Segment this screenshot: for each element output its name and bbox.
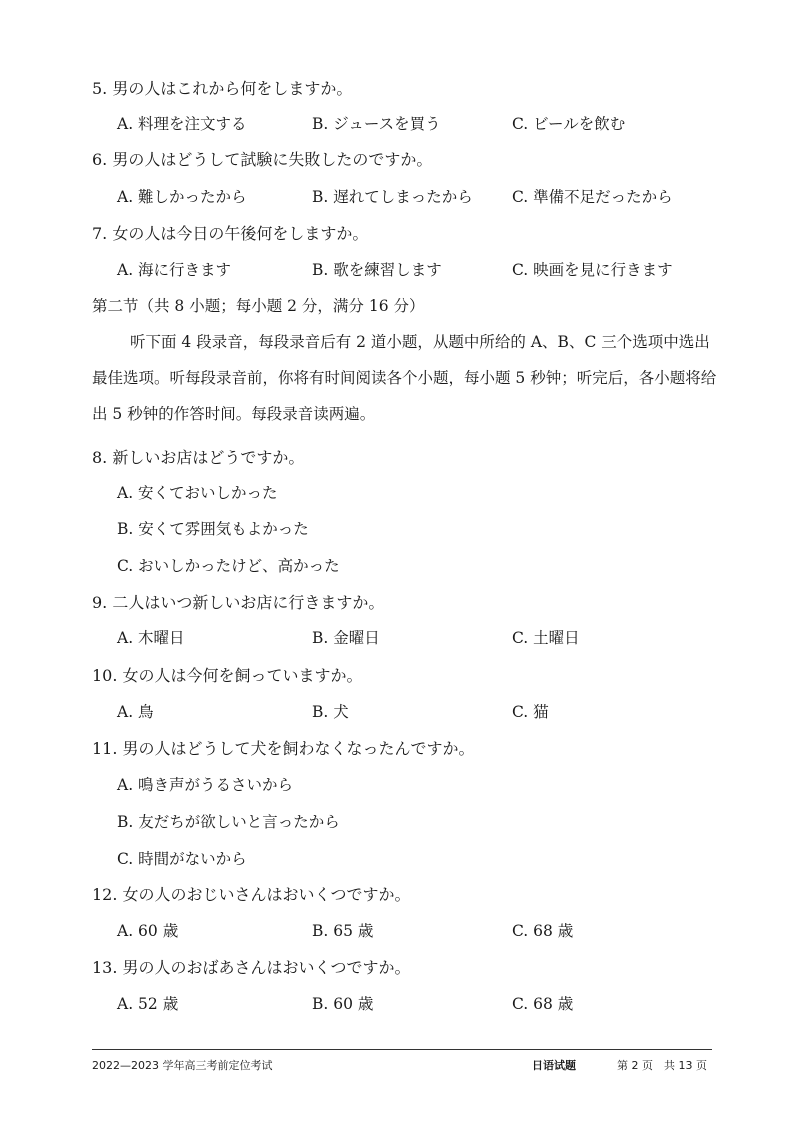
question-11-option-c: C. 時間がないから bbox=[117, 850, 247, 868]
section-2-instructions: 听下面 4 段录音，每段录音后有 2 道小题，从题中所给的 A、B、C 三个选项中选出最佳选项。听每段录音前，你将有时间阅读各个小题，每小题 5 秒钟；听完后，各小题将给出 5 秒钟的作答时间。每段录音读两遍。 bbox=[92, 333, 717, 423]
option-c: C. ビールを飲む bbox=[512, 115, 626, 133]
option-b: B. 65 歳 bbox=[312, 922, 374, 940]
question-13-options bbox=[117, 993, 717, 1015]
question-11-option-b: B. 友だちが欲しいと言ったから bbox=[117, 813, 340, 831]
option-a: A. 鳥 bbox=[117, 703, 154, 721]
footer-page-info: 第 2 页 共 13 页 bbox=[617, 1059, 707, 1072]
question-6: 6. 男の人はどうして試験に失敗したのですか。 bbox=[92, 150, 433, 169]
question-13: 13. 男の人のおばあさんはおいくつですか。 bbox=[92, 958, 411, 977]
footer-exam-name: 2022—2023 学年高三考前定位考试 bbox=[92, 1059, 273, 1072]
option-a: A. 木曜日 bbox=[117, 629, 185, 647]
footer-subject: 日语试题 bbox=[532, 1059, 576, 1072]
option-b: B. 遅れてしまったから bbox=[312, 188, 473, 206]
question-12-options bbox=[117, 920, 717, 942]
option-b: B. ジュースを買う bbox=[312, 115, 441, 133]
option-c: C. 映画を見に行きます bbox=[512, 261, 673, 279]
question-8-option-b: B. 安くて雰囲気もよかった bbox=[117, 520, 309, 538]
footer-divider bbox=[92, 1049, 712, 1050]
option-c: C. 土曜日 bbox=[512, 629, 580, 647]
option-a: A. 料理を注文する bbox=[117, 115, 247, 133]
question-11-option-a: A. 鳴き声がうるさいから bbox=[117, 776, 294, 794]
option-c: C. 準備不足だったから bbox=[512, 188, 673, 206]
question-10: 10. 女の人は今何を飼っていますか。 bbox=[92, 666, 363, 685]
question-8-option-a: A. 安くておいしかった bbox=[117, 484, 278, 502]
option-c: C. 68 歳 bbox=[512, 922, 574, 940]
option-c: C. 猫 bbox=[512, 703, 549, 721]
question-5-options bbox=[117, 113, 717, 135]
question-12: 12. 女の人のおじいさんはおいくつですか。 bbox=[92, 885, 411, 904]
section-2-heading: 第二节（共 8 小题；每小题 2 分，满分 16 分） bbox=[92, 297, 425, 315]
question-6-options bbox=[117, 186, 717, 208]
option-c: C. 68 歳 bbox=[512, 995, 574, 1013]
question-9-options bbox=[117, 627, 717, 649]
question-10-options bbox=[117, 701, 717, 723]
option-b: B. 犬 bbox=[312, 703, 349, 721]
question-9: 9. 二人はいつ新しいお店に行きますか。 bbox=[92, 593, 385, 612]
option-a: A. 難しかったから bbox=[117, 188, 247, 206]
question-7-options bbox=[117, 259, 717, 281]
question-8: 8. 新しいお店はどうですか。 bbox=[92, 448, 305, 467]
option-b: B. 60 歳 bbox=[312, 995, 374, 1013]
question-11: 11. 男の人はどうして犬を飼わなくなったんですか。 bbox=[92, 739, 475, 758]
option-a: A. 52 歳 bbox=[117, 995, 179, 1013]
option-a: A. 海に行きます bbox=[117, 261, 232, 279]
option-b: B. 金曜日 bbox=[312, 629, 380, 647]
question-8-option-c: C. おいしかったけど、高かった bbox=[117, 557, 340, 575]
question-7: 7. 女の人は今日の午後何をしますか。 bbox=[92, 224, 369, 243]
option-b: B. 歌を練習します bbox=[312, 261, 442, 279]
option-a: A. 60 歳 bbox=[117, 922, 179, 940]
question-5: 5. 男の人はこれから何をしますか。 bbox=[92, 79, 353, 98]
